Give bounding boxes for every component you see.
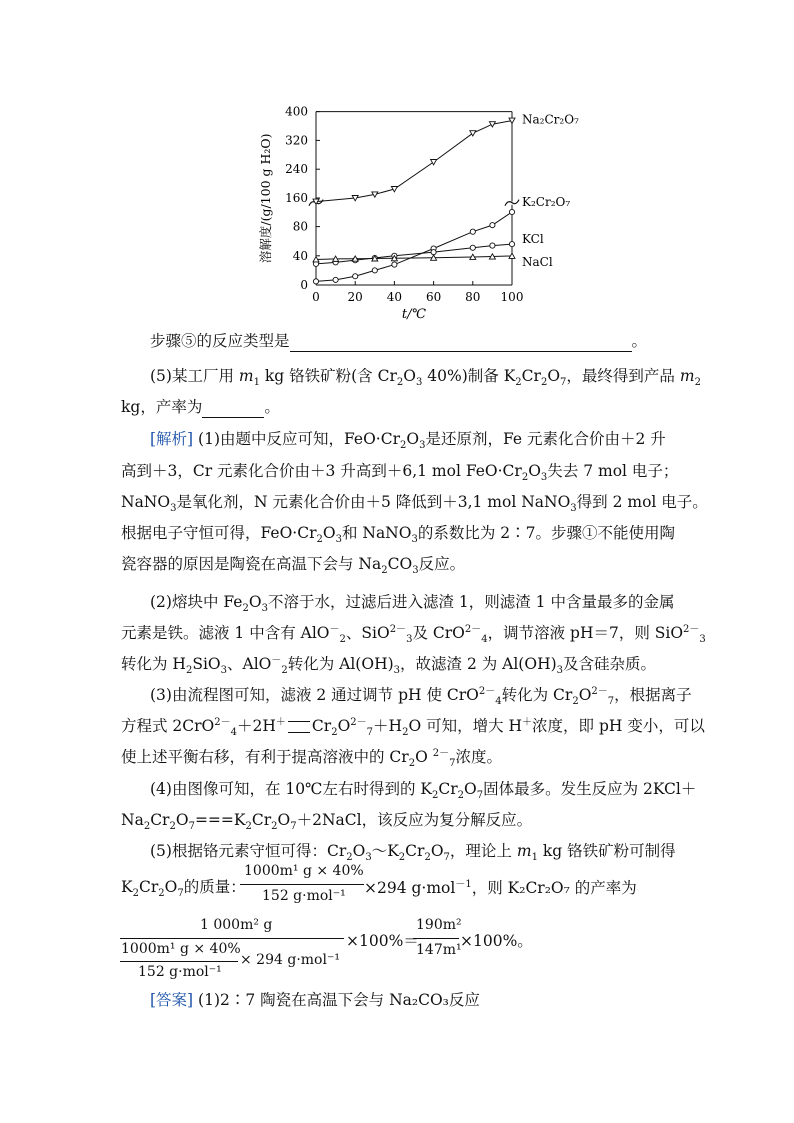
- sub: 2: [339, 634, 346, 646]
- text: 转化为 H: [121, 655, 186, 673]
- text: kg 铬铁矿粉(含 Cr: [259, 367, 397, 385]
- analysis-4-line-1: [150, 778, 696, 800]
- y-tick-label: 80: [292, 219, 308, 234]
- sub: 2: [457, 790, 464, 802]
- text: O: [463, 780, 477, 798]
- text: 是氧化剂，N 元素化合价由＋5 降低到＋3,1 mol NaNO: [176, 493, 571, 511]
- sub: 2: [540, 377, 548, 389]
- fraction-2-bar: [120, 938, 344, 939]
- analysis-tag: [解析]: [150, 430, 194, 448]
- analysis-2-line-1: [150, 591, 674, 613]
- sub: 7: [560, 377, 567, 389]
- text: ＋2H: [237, 717, 276, 735]
- text: ＋2NaCl，该反应为复分解反应。: [296, 811, 533, 829]
- series-label: Na₂Cr₂O₇: [522, 112, 579, 127]
- sup: ＋: [275, 716, 286, 728]
- text: 使上述平衡右移，有利于提高溶液中的 Cr: [121, 748, 409, 766]
- text: kg 铬铁矿粉可制得: [537, 842, 676, 860]
- var-m: m: [516, 842, 532, 860]
- y-tick-label: 0: [300, 278, 308, 292]
- text: Cr: [311, 717, 332, 735]
- data-point: [470, 245, 475, 250]
- text: O: [415, 748, 433, 766]
- text: 不溶于水，过滤后进入滤渣 1，则滤渣 1 中含量最多的金属: [267, 593, 675, 611]
- fraction-3-bar: [413, 938, 459, 939]
- sub: 3: [699, 634, 706, 646]
- sub: 2: [398, 852, 406, 864]
- sub: 7: [188, 821, 195, 833]
- sub: 2: [143, 821, 151, 833]
- sub: 2: [271, 821, 278, 833]
- sub: 2: [424, 852, 431, 864]
- y-tick-label: 160: [285, 191, 308, 205]
- sub: 2: [521, 472, 529, 484]
- data-point: [490, 243, 495, 248]
- sub: 2: [346, 852, 353, 864]
- sup: －1: [455, 878, 472, 890]
- q5-line-1: [150, 365, 701, 387]
- text: ，调节溶液 pH＝7，则 SiO: [487, 624, 684, 642]
- text: 反应。: [418, 555, 466, 573]
- text: Cr: [438, 780, 458, 798]
- sub: 2: [158, 888, 165, 900]
- analysis-1-line-5: [121, 553, 465, 575]
- data-point: [372, 268, 377, 273]
- text: O: [528, 462, 541, 480]
- text: (4)由图像可知，在 10℃左右时得到的 K: [150, 780, 432, 798]
- sub: 2: [572, 696, 579, 708]
- fraction-1-denominator: 152 g·mol⁻¹: [262, 888, 346, 904]
- x-tick-label: 20: [347, 290, 363, 304]
- text: Na: [121, 811, 144, 829]
- text: O: [322, 524, 336, 542]
- text: kg，产率为: [121, 398, 203, 416]
- fraction-1-tail: [364, 876, 637, 898]
- data-point: [509, 209, 514, 214]
- sub: 2: [185, 665, 193, 677]
- text: 转化为 Al(OH): [287, 655, 394, 673]
- sup: 2－: [591, 685, 608, 697]
- fraction-3-numerator: 190m²: [416, 917, 462, 933]
- sub: 1: [253, 377, 260, 389]
- sub: 3: [393, 665, 401, 677]
- sub: 3: [412, 565, 419, 577]
- y-axis-label: 溶解度/(g/100 g H₂O): [258, 133, 273, 264]
- sub: 7: [290, 821, 297, 833]
- fraction-2-inner-numerator: 1000m¹ g × 40%: [121, 941, 241, 957]
- q5-line-2: [121, 396, 280, 418]
- sub: 2: [132, 888, 139, 900]
- text: (2)熔块中 Fe: [150, 593, 243, 611]
- text: 的质量：: [183, 878, 246, 896]
- text: O: [430, 842, 444, 860]
- text: O: [164, 878, 178, 896]
- text: 、SiO: [345, 624, 390, 642]
- analysis-1-line-3: [121, 491, 708, 513]
- analysis-2-line-3: [121, 653, 656, 675]
- sup: 2－: [214, 716, 231, 728]
- text: 及 CrO: [412, 624, 465, 642]
- data-point: [509, 242, 514, 247]
- answer-blank-4: [290, 351, 632, 352]
- text: O 可知，增大 H: [408, 717, 523, 735]
- text: ＋H: [373, 717, 403, 735]
- sub: 2: [408, 758, 416, 770]
- sub: 2: [281, 665, 288, 677]
- text: 瓷容器的原因是陶瓷在高温下会与 Na: [121, 555, 382, 573]
- text: 方程式 2CrO: [121, 717, 215, 735]
- text: ，则 K₂Cr₂O₇ 的产率为: [471, 879, 637, 897]
- sub: 7: [177, 888, 184, 900]
- text: 失去 7 mol 电子；: [547, 462, 679, 480]
- sub: 3: [540, 472, 548, 484]
- sub: 2: [396, 377, 404, 389]
- series-line-0: [316, 121, 512, 202]
- fraction-3-tail: ×100%。: [460, 932, 533, 950]
- sup: 2－: [350, 716, 367, 728]
- fraction-3-denominator: 147m¹: [416, 942, 462, 958]
- x-tick-label: 40: [386, 290, 403, 304]
- sub: 3: [415, 377, 423, 389]
- text: ～K: [371, 842, 399, 860]
- text: ，根据离子: [614, 686, 692, 704]
- y-tick-label: 320: [285, 133, 308, 148]
- sub: 4: [230, 727, 238, 739]
- text: 。: [264, 398, 280, 416]
- var-m: m: [679, 367, 695, 385]
- text: 的系数比为 2∶7。步骤①不能使用陶: [417, 524, 675, 542]
- sub: 4: [495, 696, 502, 708]
- text: 元素是铁。滤液 1 中含有 AlO: [121, 624, 330, 642]
- series-label: KCl: [522, 232, 544, 247]
- text: O: [406, 430, 420, 448]
- data-point: [470, 229, 475, 234]
- text: Cr: [405, 842, 425, 860]
- sub: 3: [365, 852, 372, 864]
- analysis-1-line-1: [150, 428, 666, 450]
- text: ===K: [194, 811, 246, 829]
- data-point: [313, 279, 318, 284]
- sub: 7: [443, 852, 450, 864]
- text: 高到＋3，Cr 元素化合价由＋3 升高到＋6,1 mol FeO·Cr: [121, 462, 522, 480]
- var-m: m: [238, 367, 254, 385]
- x-tick-label: 60: [425, 290, 442, 304]
- answer-tag: [答案]: [150, 991, 194, 1009]
- sup: 2－: [464, 623, 482, 635]
- fraction-1-bar: [240, 884, 364, 885]
- sub: 3: [419, 440, 426, 452]
- text: Cr: [521, 367, 541, 385]
- sub: 2: [402, 727, 409, 739]
- sup: 2－: [389, 623, 407, 635]
- sup: ＋: [522, 716, 533, 728]
- series-label: K₂Cr₂O₇: [522, 195, 571, 209]
- sub: 2: [515, 377, 522, 389]
- data-point: [489, 122, 495, 127]
- analysis-3-line-3: [121, 746, 502, 768]
- answer-line: [150, 989, 480, 1011]
- q4-end: 。: [631, 332, 648, 350]
- sub: 2: [694, 377, 701, 389]
- x-tick-label: 80: [465, 290, 481, 304]
- sub: 4: [481, 634, 488, 646]
- y-tick-label: 400: [285, 104, 308, 119]
- x-axis-label: t/℃: [401, 307, 427, 321]
- text: O: [337, 717, 351, 735]
- text: 固体最多。发生反应为 2KCl＋: [483, 780, 697, 798]
- text: NaNO: [121, 493, 171, 511]
- data-point: [392, 262, 397, 267]
- sup: 2－: [432, 747, 450, 759]
- series-line-2: [316, 244, 512, 264]
- text: 得到 2 mol 电子。: [576, 493, 708, 511]
- q4-tail-text: 步骤⑤的反应类型是: [150, 332, 290, 350]
- x-tick-label: 0: [312, 290, 320, 304]
- sub: 2: [245, 821, 252, 833]
- data-point: [353, 274, 358, 279]
- sup: 2－: [683, 623, 700, 635]
- sub: 7: [607, 696, 615, 708]
- data-point: [490, 223, 495, 228]
- q4-tail-line: [150, 330, 647, 352]
- data-point: [431, 250, 436, 255]
- text: 40%)制备 K: [422, 367, 516, 385]
- text: 、AlO: [227, 655, 272, 673]
- sup: 2－: [478, 685, 496, 697]
- text: 转化为 Cr: [501, 686, 573, 704]
- sub: 3: [335, 534, 342, 546]
- text: K: [121, 878, 133, 896]
- text: O: [578, 686, 592, 704]
- text: O: [352, 842, 366, 860]
- sub: 2: [169, 821, 176, 833]
- text: (5)根据铬元素守恒可得：Cr: [150, 842, 347, 860]
- sub: 2: [381, 565, 388, 577]
- answer-text: (1)2∶7 陶瓷在高温下会与 Na₂CO₃反应: [193, 991, 480, 1009]
- y-tick-label: 40: [292, 248, 308, 263]
- equilibrium-arrow: [288, 721, 310, 733]
- sub: 3: [570, 503, 577, 515]
- x-tick-label: 100: [500, 290, 524, 304]
- sub: 2: [331, 727, 338, 739]
- fraction-2-numerator: 1 000m² g: [200, 917, 273, 933]
- fraction-2-inner-denominator: 152 g·mol⁻¹: [138, 964, 222, 980]
- sub: 3: [411, 534, 418, 546]
- fraction-2-inner-tail: × 294 g·mol⁻¹: [240, 952, 340, 968]
- text: ，故滤渣 2 为 Al(OH): [400, 655, 557, 673]
- text: O: [248, 593, 262, 611]
- sub: 2: [399, 440, 407, 452]
- text: 浓度。: [455, 748, 502, 766]
- sup: －: [329, 623, 340, 635]
- sup: －: [271, 654, 282, 666]
- sub: 2: [316, 534, 323, 546]
- sub: 2: [242, 603, 249, 615]
- analysis-3-line-1: [150, 684, 692, 706]
- text: O: [547, 367, 561, 385]
- text: O: [403, 367, 416, 385]
- text: 及含硅杂质。: [563, 655, 657, 673]
- answer-blank-5: [202, 417, 264, 418]
- analysis-5-line-2: [121, 876, 246, 898]
- analysis-1-line-4: [121, 522, 675, 544]
- sub: 3: [261, 603, 268, 615]
- text: (1)由题中反应可知，FeO·Cr: [193, 430, 400, 448]
- text: CO: [387, 555, 413, 573]
- text: ×294 g·mol: [364, 879, 456, 897]
- text: Cr: [150, 811, 170, 829]
- data-point: [333, 277, 338, 282]
- sub: 7: [449, 758, 456, 770]
- analysis-2-line-2: [121, 622, 706, 644]
- y-tick-label: 240: [285, 162, 308, 177]
- sub: 3: [220, 665, 227, 677]
- text: 浓度，即 pH 变小，可以: [532, 717, 705, 735]
- analysis-1-line-2: [121, 460, 678, 482]
- text: 是还原剂，Fe 元素化合价由＋2 升: [425, 430, 666, 448]
- analysis-4-line-2: [121, 809, 532, 831]
- fraction-1-numerator: 1000m¹ g × 40%: [244, 863, 364, 879]
- text: O: [175, 811, 189, 829]
- text: 根据电子守恒可得，FeO·Cr: [121, 524, 317, 542]
- fraction-2-eq: ×100%＝: [346, 932, 419, 950]
- text: ，最终得到产品: [566, 367, 680, 385]
- sub: 3: [170, 503, 177, 515]
- text: 和 NaNO: [341, 524, 412, 542]
- solubility-chart: [248, 96, 588, 321]
- series-label: NaCl: [522, 254, 553, 269]
- sub: 3: [556, 665, 564, 677]
- sub: 3: [406, 634, 413, 646]
- text: ，理论上: [449, 842, 517, 860]
- text: SiO: [192, 655, 221, 673]
- sub: 1: [531, 852, 538, 864]
- text: (5)某工厂用: [150, 367, 239, 385]
- text: O: [277, 811, 291, 829]
- sub: 7: [366, 727, 374, 739]
- analysis-5-line-1: [150, 840, 676, 862]
- sub: 7: [476, 790, 484, 802]
- sub: 2: [431, 790, 439, 802]
- text: Cr: [251, 811, 272, 829]
- fraction-2-inner-bar: [120, 961, 238, 962]
- analysis-3-line-2: [121, 715, 705, 737]
- text: Cr: [138, 878, 159, 896]
- text: (3)由流程图可知，滤液 2 通过调节 pH 使 CrO: [150, 686, 479, 704]
